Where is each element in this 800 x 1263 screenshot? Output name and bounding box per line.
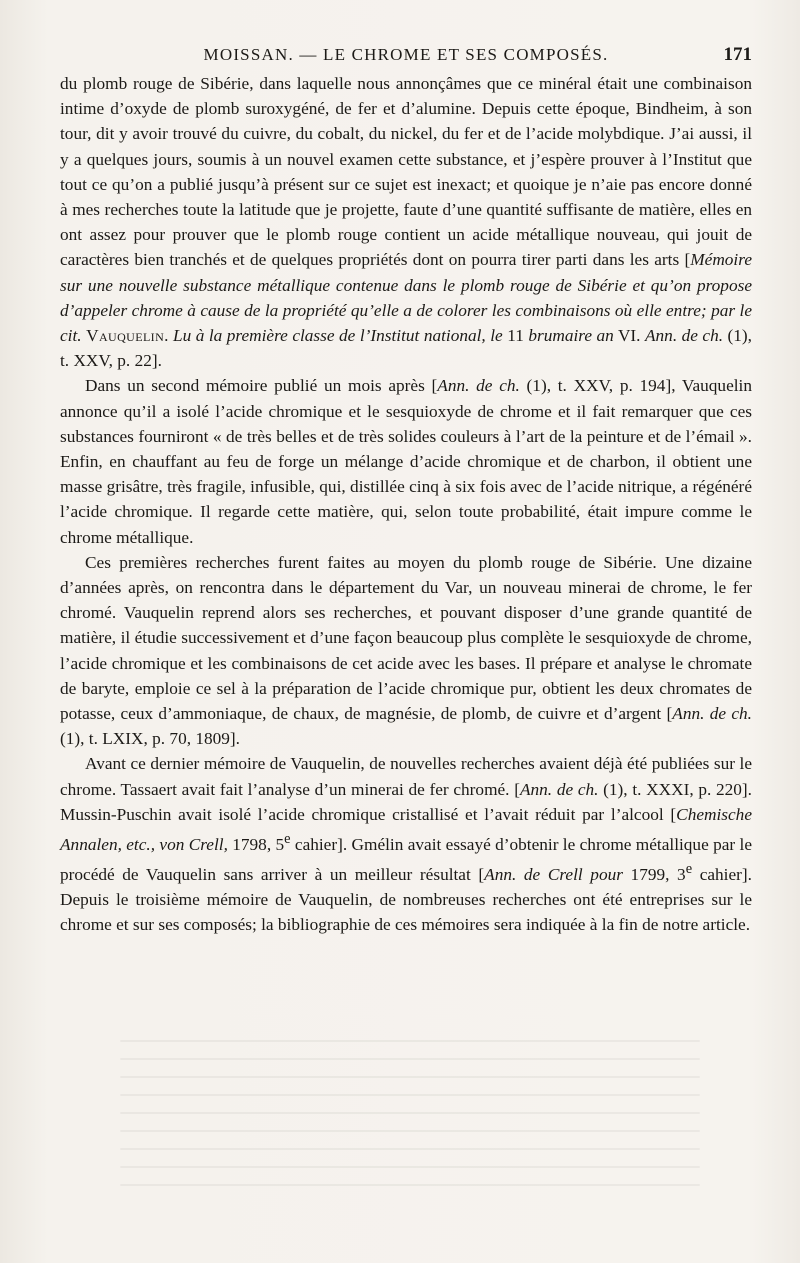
page-header: [60, 40, 752, 70]
show-through-texture: [120, 1040, 700, 1230]
paragraph-2: Dans un second mémoire publié un mois après [Ann. de ch. (1), t. XXV, p. 194], Vauquelin annonce qu’il a isolé l’acide chromique et le sesquioxyde de chrome et il fait remarquer que ces substances fourniront « de très belles et de très solides couleurs à l’art de la peinture et de l’émail ». Enfin, en chauffant au feu de forge un mélange d’acide chromique et de charbon, il obtient une masse grisâtre, très fragile, infusible, qui, distillée cinq à six fois avec de l’acide nitrique, a régénéré l’acide chromique. Il regarde cette matière, qui, selon toute probabilité, était impure comme le chrome métallique.: [60, 376, 752, 547]
paragraph-1: du plomb rouge de Sibérie, dans laquelle nous annonçâmes que ce minéral était une combinaison intime d’oxyde de plomb suroxygéné, de fer et d’alumine. Depuis cette époque, Bindheim, à son tour, dit y avoir trouvé du cuivre, du cobalt, du nickel, du fer et de l’acide molybdique. J’ai aussi, il y a quelques jours, soumis à un nouvel examen cette substance, et j’espère prouver à l’Institut que tout ce qu’on a publié jusqu’à présent sur ce sujet est inexact; et quoique je n’aie pas encore donné à mes recherches toute la latitude que je projette, faute d’une quantité suffisante de matière, elles en ont assez pour prouver que le plomb rouge contient un acide métallique nouveau, qui jouit de caractères bien tranchés et de quelques propriétés dont on pourra tirer parti dans les arts [Mémoire sur une nouvelle substance métallique contenue dans le plomb rouge de Sibérie et qu’on propose d’appeler chrome à cause de la propriété qu’elle a de colorer les combinaisons où elle entre; par le cit. Vauquelin. Lu à la première classe de l’Institut national, le 11 brumaire an VI. Ann. de ch. (1), t. XXV, p. 22].: [60, 74, 752, 371]
author-name: Vauquelin: [86, 326, 165, 346]
paragraph-4: Avant ce dernier mémoire de Vauquelin, de nouvelles recherches avaient déjà été publiées sur le chrome. Tassaert avait fait l’analyse d’un minerai de fer chromé. [Ann. de ch. (1), t. XXXI, p. 220]. Mussin-Puschin avait isolé l’acide chromique cristallisé et l’avait réduit par l’alcool [Chemische Annalen, etc., von Crell, 1798, 5e cahier]. Gmélin avait essayé d’obtenir le chrome métallique par le procédé de Vauquelin sans arriver à un meilleur résultat [Ann. de Crell pour 1799, 3e cahier]. Depuis le troisième mémoire de Vauquelin, de nombreuses recherches ont été entreprises sur le chrome et sur ses composés; la bibliographie de ces mémoires sera indiquée à la fin de notre article.: [60, 754, 753, 935]
paragraph-3: Ces premières recherches furent faites au moyen du plomb rouge de Sibérie. Une dizaine d’années après, on rencontra dans le département du Var, un nouveau minerai de chrome, le fer chromé. Vauquelin reprend alors ses recherches, et pouvant disposer d’une grande quantité de matière, il étudie successivement et d’une façon beaucoup plus complète le sesquioxyde de chrome, l’acide chromique et les combinaisons de cet acide avec les bases. Il prépare et analyse le chromate de baryte, emploie ce sel à la préparation de l’acide chromique pur, obtient les deux chromates de potasse, ceux d’ammoniaque, de chaux, de magnésie, de plomb, de cuivre et d’argent [Ann. de ch. (1), t. LXIX, p. 70, 1809].: [60, 552, 752, 749]
running-head: MOISSAN. — LE CHROME ET SES COMPOSÉS.: [203, 45, 609, 64]
body-text: [60, 71, 752, 937]
page-number: 171: [723, 44, 752, 65]
